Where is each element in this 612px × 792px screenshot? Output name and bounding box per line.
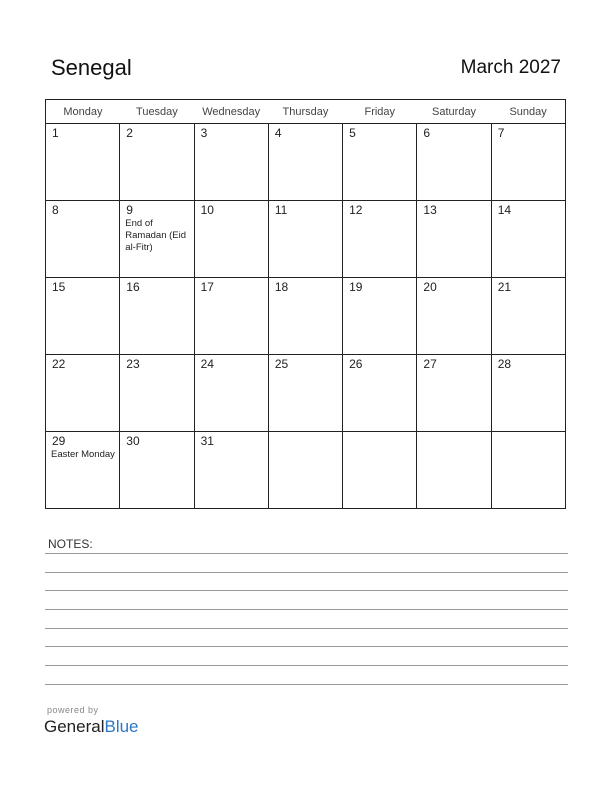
day-number: 12 <box>349 203 363 217</box>
day-number: 27 <box>423 357 437 371</box>
day-number: 29 <box>52 434 66 448</box>
day-number: 19 <box>349 280 363 294</box>
calendar-grid <box>45 99 566 509</box>
weekday-header: Tuesday <box>120 100 194 124</box>
day-number: 6 <box>423 126 431 140</box>
day-number: 24 <box>200 357 214 371</box>
day-number: 10 <box>200 203 214 217</box>
day-number: 20 <box>423 280 437 294</box>
note-line <box>45 590 568 591</box>
day-cell <box>194 124 268 201</box>
week-row <box>46 124 566 201</box>
day-number: 30 <box>126 434 140 448</box>
note-line <box>45 609 568 610</box>
day-cell <box>343 278 417 355</box>
weekday-header: Wednesday <box>194 100 268 124</box>
brand-name-part1: General <box>44 717 105 736</box>
day-cell <box>343 432 417 509</box>
weekday-header: Sunday <box>491 100 565 124</box>
day-number: 26 <box>349 357 363 371</box>
note-line <box>45 665 568 666</box>
day-cell <box>343 355 417 432</box>
day-number: 21 <box>497 280 512 294</box>
day-cell <box>491 278 565 355</box>
day-number: 8 <box>52 203 59 217</box>
day-cell <box>194 355 268 432</box>
brand-logo[interactable] <box>44 717 139 737</box>
weekday-header-row <box>46 100 566 124</box>
day-number: 4 <box>274 126 282 140</box>
week-row <box>46 432 566 509</box>
powered-by-text: powered by <box>47 705 99 715</box>
day-cell <box>120 201 194 278</box>
day-number: 7 <box>497 126 505 140</box>
note-line <box>45 628 568 629</box>
day-cell <box>120 278 194 355</box>
day-number: 23 <box>126 357 140 371</box>
day-number: 13 <box>423 203 437 217</box>
week-row <box>46 278 566 355</box>
day-cell <box>268 278 342 355</box>
day-cell <box>491 124 565 201</box>
day-number: 31 <box>200 434 214 448</box>
day-cell <box>46 124 120 201</box>
note-line <box>45 646 568 647</box>
day-number: 15 <box>52 280 66 294</box>
country-title: Senegal <box>51 55 132 80</box>
day-cell <box>194 432 268 509</box>
day-cell <box>46 355 120 432</box>
day-cell <box>194 201 268 278</box>
day-cell <box>268 201 342 278</box>
day-number: 5 <box>349 126 356 140</box>
notes-label: NOTES: <box>48 537 93 551</box>
holiday-label: Easter Monday <box>51 449 115 460</box>
day-cell <box>46 278 120 355</box>
day-cell <box>343 124 417 201</box>
note-line <box>45 684 568 685</box>
day-cell <box>120 124 194 201</box>
day-cell <box>120 355 194 432</box>
day-cell <box>46 201 120 278</box>
weekday-header: Monday <box>46 100 120 124</box>
day-number: 16 <box>126 280 140 294</box>
day-cell <box>268 124 342 201</box>
holiday-label: End of Ramadan (Eid al-Fitr) <box>125 218 187 253</box>
day-cell <box>120 432 194 509</box>
day-cell <box>268 432 342 509</box>
day-cell <box>268 355 342 432</box>
day-cell <box>417 124 491 201</box>
week-row <box>46 201 566 278</box>
day-cell <box>46 432 120 509</box>
day-cell <box>343 201 417 278</box>
day-cell <box>194 278 268 355</box>
day-cell <box>491 432 565 509</box>
day-cell <box>491 201 565 278</box>
note-line <box>45 553 568 554</box>
note-line <box>45 572 568 573</box>
day-number: 3 <box>200 126 208 140</box>
day-number: 22 <box>52 357 66 371</box>
day-number: 14 <box>497 203 512 217</box>
day-number: 11 <box>274 203 288 217</box>
day-number: 1 <box>52 126 59 140</box>
day-number: 18 <box>274 280 289 294</box>
weekday-header: Saturday <box>417 100 491 124</box>
day-cell <box>491 355 565 432</box>
day-number: 9 <box>126 203 133 217</box>
day-cell <box>417 355 491 432</box>
weekday-header: Friday <box>343 100 417 124</box>
day-number: 17 <box>200 280 214 294</box>
day-cell <box>417 432 491 509</box>
day-number: 2 <box>126 126 133 140</box>
day-cell <box>417 278 491 355</box>
brand-name-part2: Blue <box>104 717 139 736</box>
day-number: 28 <box>497 357 512 371</box>
month-title: March 2027 <box>460 57 561 78</box>
day-number: 25 <box>274 357 289 371</box>
week-row <box>46 355 566 432</box>
weekday-header: Thursday <box>268 100 342 124</box>
day-cell <box>417 201 491 278</box>
